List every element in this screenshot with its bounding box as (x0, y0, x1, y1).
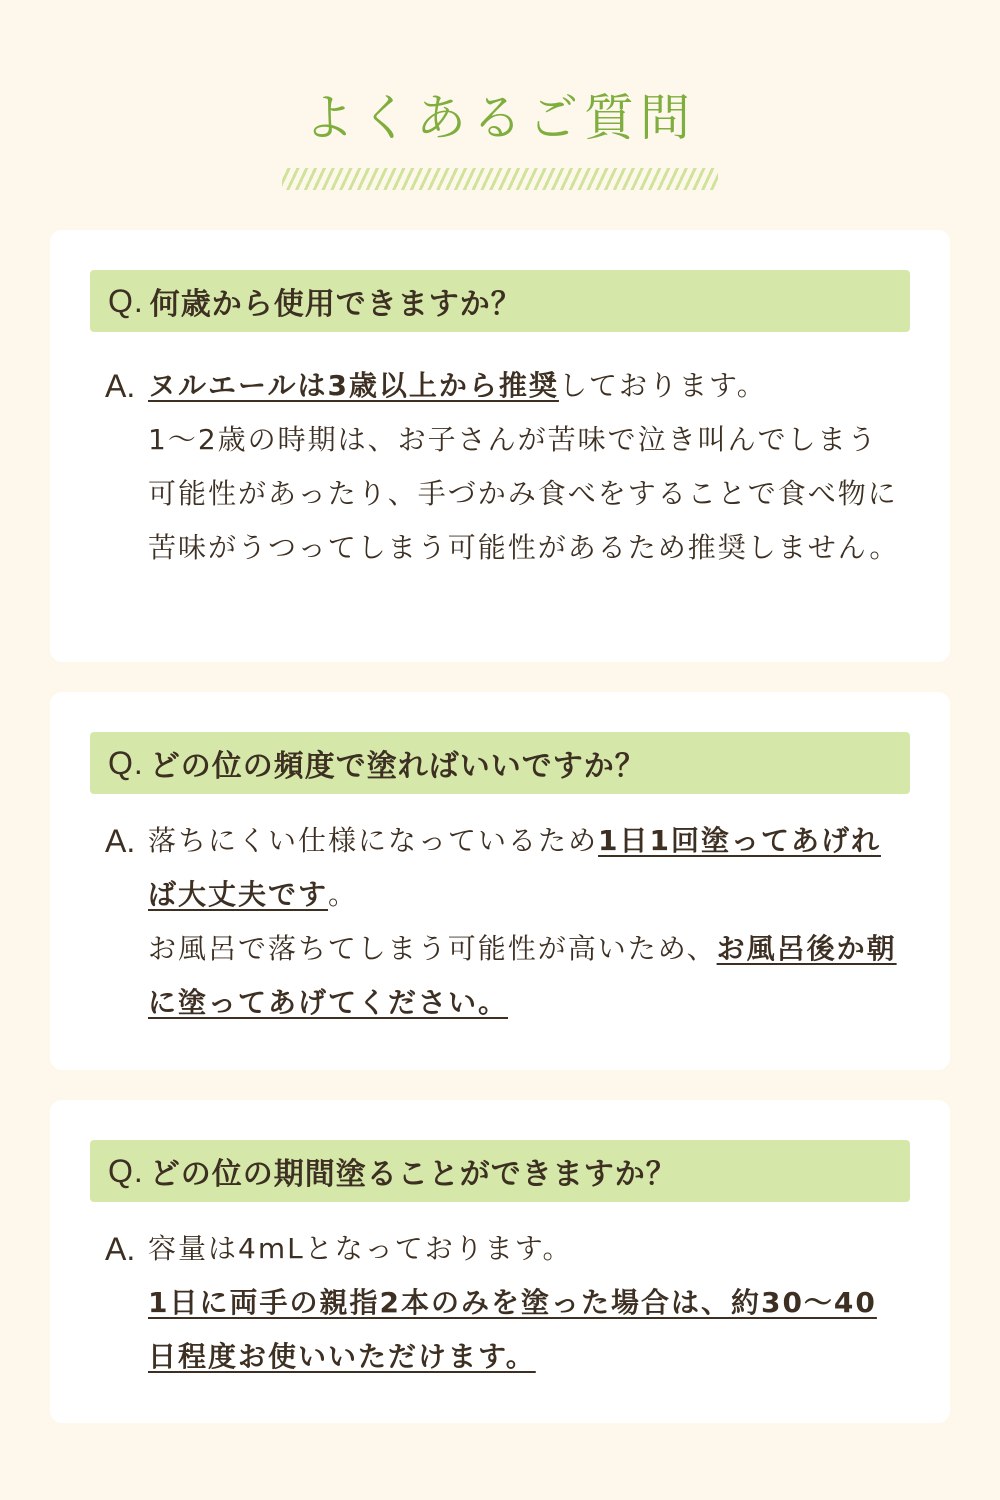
answer-highlight: 1日1回塗ってあげれば大丈夫です (148, 824, 881, 911)
question-prefix: Q. (108, 1152, 144, 1189)
answer-text: お風呂で落ちてしまう可能性が高いため、 (148, 932, 717, 965)
answer-body (148, 814, 903, 1030)
answer-prefix: A. (105, 1231, 136, 1267)
question-text: どの位の期間塗ることができますか？ (149, 1157, 677, 1192)
faq-question (90, 1140, 910, 1202)
answer-text: 落ちにくい仕様になっているため (148, 824, 599, 857)
answer-body (148, 1222, 903, 1384)
question-text: 何歳から使用できますか？ (149, 287, 522, 322)
faq-question (90, 732, 910, 794)
question-text: どの位の頻度で塗ればいいですか？ (149, 749, 646, 784)
answer-prefix: A. (105, 368, 136, 404)
answer-body (148, 359, 903, 575)
faq-card (50, 230, 950, 662)
title-divider (282, 168, 718, 190)
answer-highlight: お風呂後か朝に塗ってあげてください。 (148, 932, 897, 1019)
question-prefix: Q. (108, 282, 144, 319)
answer-highlight: ヌルエールは3歳以上から推奨 (148, 369, 559, 402)
answer-text: しております。 (558, 369, 767, 402)
answer-text: 。 (328, 878, 359, 911)
answer-highlight: 1日に両手の親指2本のみを塗った場合は、約30〜40日程度お使いいただけます。 (148, 1286, 877, 1373)
faq-question (90, 270, 910, 332)
page-title: よくあるご質問 (304, 89, 696, 147)
answer-prefix: A. (105, 823, 136, 859)
faq-answer (105, 359, 910, 575)
answer-text: 1〜2歳の時期は、お子さんが苦味で泣き叫んでしまう可能性があったり、手づかみ食べをすることで食べ物に苦味がうつってしまう可能性があるため推奨しません。 (148, 423, 900, 564)
answer-text: 容量は4mLとなっております。 (148, 1232, 573, 1265)
faq-card (50, 1100, 950, 1423)
faq-card (50, 692, 950, 1070)
faq-answer (105, 1222, 910, 1384)
faq-answer (105, 814, 910, 1030)
question-prefix: Q. (108, 744, 144, 781)
